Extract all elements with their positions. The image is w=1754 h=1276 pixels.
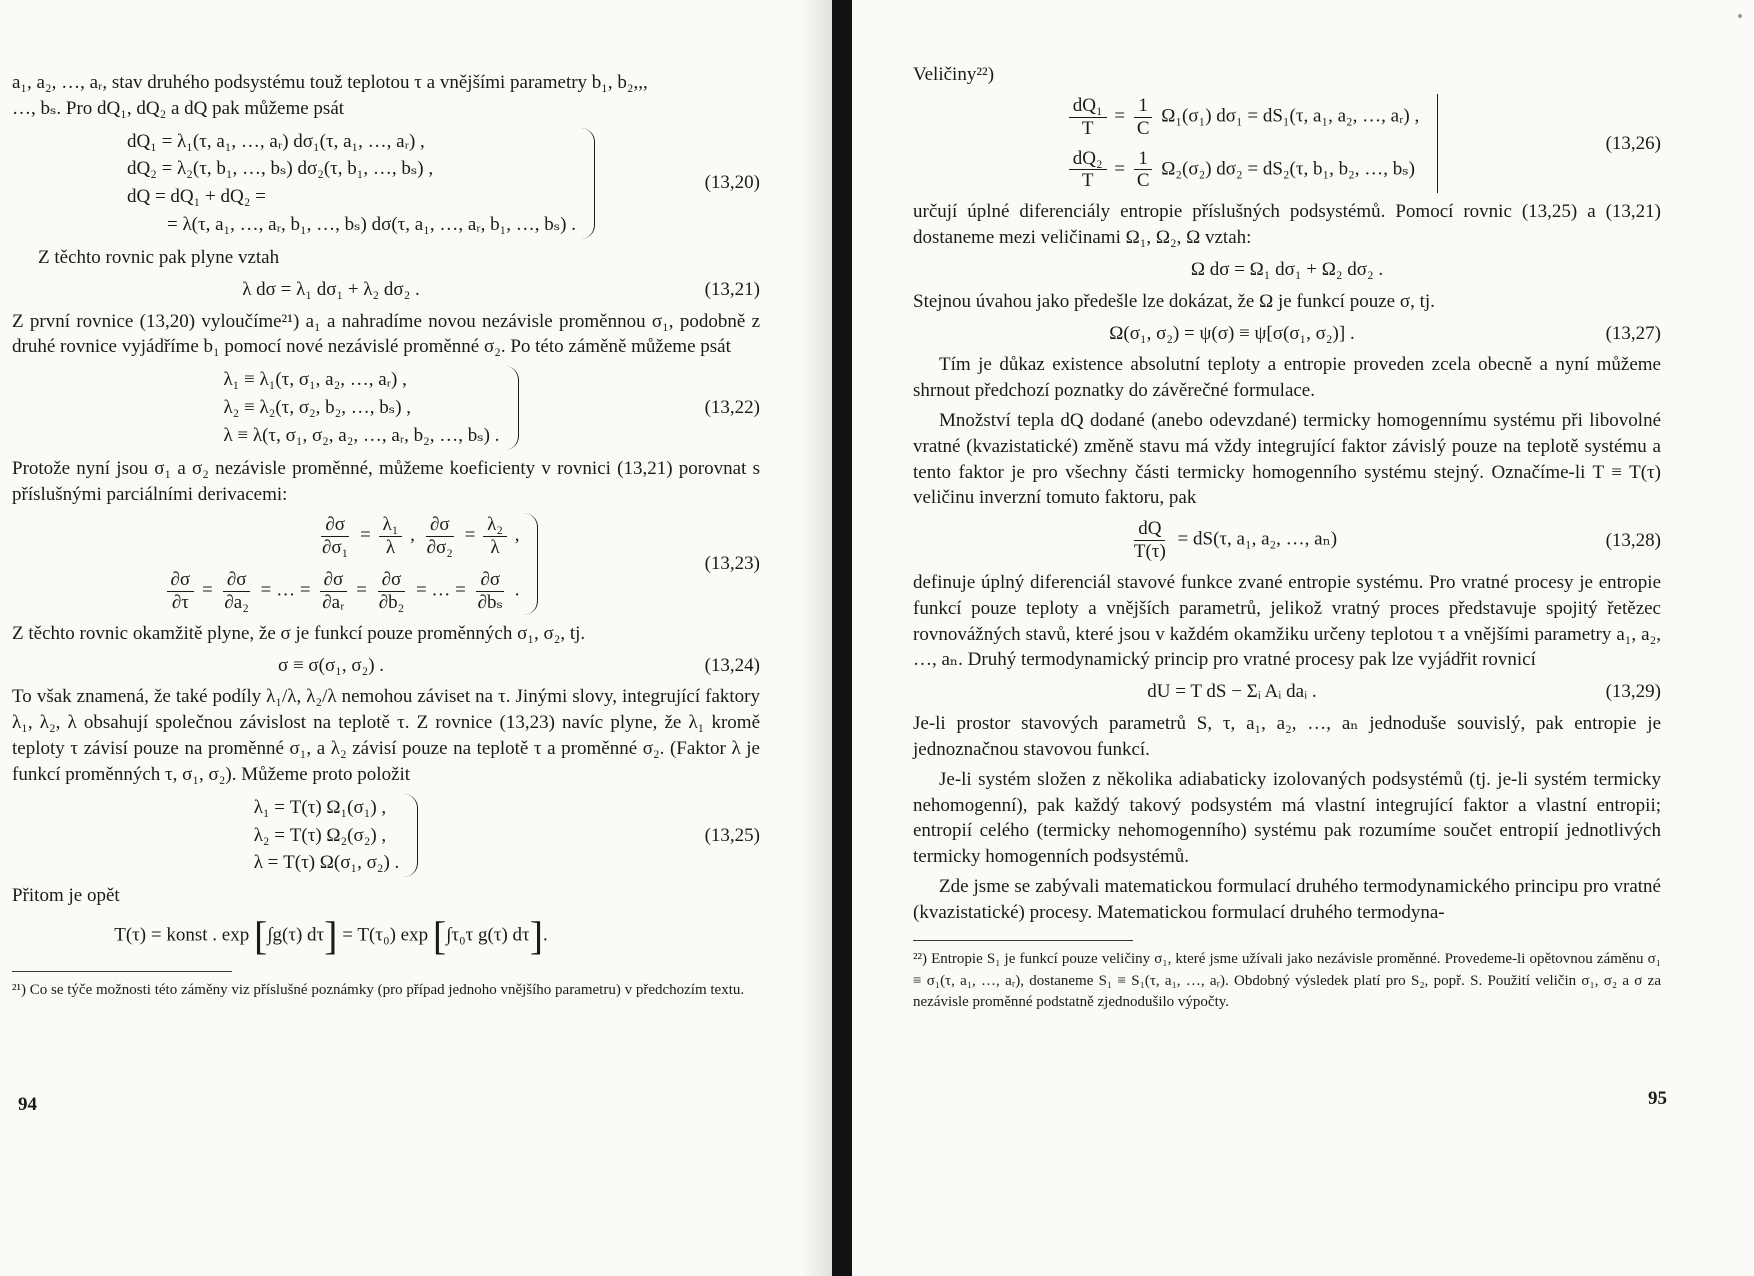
- equation-line: $\frac{dQ}{T(\tau)}$ = dS(τ, a₁, a₂, …, aₙ): [1133, 518, 1338, 563]
- equation-number: (13,26): [1605, 132, 1661, 154]
- equation-system: [254, 794, 419, 877]
- equation-system: [164, 513, 539, 614]
- partial-row-2: $\frac{\partial\sigma}{\partial\tau}$ = $\frac{\partial\sigma}{\text{∂a₂}}$ = … = $\frac{\partial\sigma}{\text{∂aᵣ}}$ = $\frac{\partial\sigma}{\text{∂b₂}}$ = … = $\frac{\partial\sigma}{\text{∂bₛ}}$ .: [164, 568, 520, 615]
- equation-number: (13,29): [1605, 681, 1661, 703]
- fraction: $\frac{\partial\sigma}{\partial\tau}$: [167, 569, 195, 614]
- footnote: ²²) Entropie S₁ je funkcí pouze veličiny σ₁, které jsme užívali jako nezávisle proměnné. Provedeme-li opětovnou záměnu σ₁ ≡ σ₁(τ, a₁, …, aᵣ), dostaneme S₁ ≡ S₁(τ, a₁, …, aᵣ). Obdobný výsledek platí pro S₂, popř. S. Použití veličin σ₁, σ₂ a σ za nezávisle proměnné podstatně zjednodušilo výpočty.: [913, 950, 1661, 1011]
- fraction: $\frac{\partial\sigma}{\text{∂b₂}}$: [378, 569, 405, 613]
- equation-expression: σ ≡ σ(σ₁, σ₂) .: [277, 654, 385, 676]
- paragraph: Přitom je opět: [12, 885, 120, 907]
- paragraph: Je-li prostor stavových parametrů S, τ, a₁, a₂, …, aₙ jednoduše souvislý, pak entropie je jednoznačnou stavovou funkcí.: [913, 713, 1661, 760]
- equation-system: [223, 366, 518, 449]
- equation-temperature: [12, 915, 760, 957]
- paragraph: Z těchto rovnic pak plyne vztah: [38, 246, 280, 268]
- book-gutter: [832, 0, 852, 1276]
- equation-line: $\frac{\text{dQ₂}}{T}$ = $\frac{1}{C}$ Ω₂(σ₂) dσ₂ = dS₂(τ, b₁, b₂, …, bₛ): [1066, 147, 1420, 194]
- equation-13-25: [12, 794, 760, 877]
- equation-line: dQ₁ = λ₁(τ, a₁, …, aᵣ) dσ₁(τ, a₁, …, aᵣ) ,: [126, 130, 425, 152]
- equation-13-21: [12, 277, 760, 303]
- paragraph: To však znamená, že také podíly λ₁/λ, λ₂/λ nemohou záviset na τ. Jinými slovy, integrující faktory λ₁, λ₂, λ obsahují společnou závislost na teplotě τ. Z rovnice (13,23) navíc plyne, že λ₁ kromě teploty τ závisí pouze na proměnné σ₁, a λ₂ závisí pouze na teplotě τ a proměnné σ₂. (Faktor λ je funkcí proměnných τ, σ₁, σ₂). Můžeme proto položit: [12, 686, 760, 785]
- equation-13-29: [913, 679, 1661, 705]
- equation-number: (13,27): [1605, 322, 1661, 344]
- fraction: $\frac{\text{λ₂}}{\lambda}$: [483, 514, 507, 559]
- intro-line: a₁, a₂, …, aᵣ, stav druhého podsystému touž teplotou τ a vnějšími parametry b₁, b₂,,,: [12, 72, 648, 93]
- fraction: $\frac{\partial\sigma}{\text{∂σ₂}}$: [426, 514, 453, 559]
- paragraph: definuje úplný diferenciál stavové funkce zvané entropie systému. Pro vratné procesy je entropie funkcí pouze teploty a vnějších parametrů, jelikož vratný proces představuje spojitý řetězec rovnovážných stavů, které jsou v každém okamžiku určeny teplotou τ a vnějšími parametry a₁, a₂, …, aₙ. Druhý termodynamický princip pro vratné procesy pak lze vyjádřit rovnicí: [913, 572, 1661, 671]
- paragraph: Je-li systém složen z několika adiabaticky izolovaných podsystémů (tj. je-li systém termicky nehomogenní), pak každý takový podsystém má vlastní integrující faktor a vlastní entropii; entropií celého (termicky nehomogenního) systému pak rozumíme součet entropií jednotlivých termicky homogenních podsystémů.: [913, 768, 1661, 868]
- equation-expression: λ dσ = λ₁ dσ₁ + λ₂ dσ₂ .: [242, 278, 420, 300]
- equation-system: [127, 128, 595, 239]
- fraction: $\frac{\partial\sigma}{\text{∂a₂}}$: [224, 569, 249, 613]
- footnote-rule: [913, 940, 1133, 941]
- page-number: 95: [1648, 1088, 1667, 1109]
- partial-row-1: $\frac{\partial\sigma}{\text{∂σ₁}}$ = $\frac{\text{λ₁}}{\lambda}$ , $\frac{\partial\sigma}{\text{∂σ₂}}$ = $\frac{\text{λ₂}}{\lambda}$ ,: [164, 513, 520, 560]
- equation-line: λ₁ = T(τ) Ω₁(σ₁) ,: [253, 796, 387, 818]
- scan-speck: [1738, 14, 1742, 18]
- equation-number: (13,28): [1605, 529, 1661, 551]
- equation-line: $\frac{\text{dQ₁}}{T}$ = $\frac{1}{C}$ Ω₁(σ₁) dσ₁ = dS₁(τ, a₁, a₂, …, aᵣ) ,: [1066, 94, 1420, 141]
- gutter-shadow: [800, 0, 832, 1276]
- equation-line: λ ≡ λ(τ, σ₁, σ₂, a₂, …, aᵣ, b₂, …, bₛ) .: [223, 424, 500, 446]
- paragraph: Protože nyní jsou σ₁ a σ₂ nezávisle proměnné, můžeme koeficienty v rovnici (13,21) porovnat s příslušnými parciálními derivacemi:: [12, 457, 760, 505]
- fraction: $\frac{\partial\sigma}{\text{∂aᵣ}}$: [318, 569, 348, 614]
- equation-number: (13,25): [704, 824, 760, 846]
- equation-number: (13,21): [704, 278, 760, 300]
- equation-expression: Ω dσ = Ω₁ dσ₁ + Ω₂ dσ₂ .: [1190, 258, 1384, 280]
- equation-number: (13,22): [704, 397, 760, 419]
- paragraph: určují úplné diferenciály entropie příslušných podsystémů. Pomocí rovnic (13,25) a (13,21) dostaneme mezi veličinami Ω₁, Ω₂, Ω vztah:: [913, 201, 1661, 249]
- page-number: 94: [18, 1094, 37, 1115]
- equation-expression: Ω(σ₁, σ₂) = ψ(σ) ≡ ψ[σ(σ₁, σ₂)] .: [1109, 322, 1355, 344]
- equation-13-24: [12, 653, 760, 679]
- equation-line: λ₂ ≡ λ₂(τ, σ₂, b₂, …, bₛ) ,: [223, 397, 412, 419]
- equation-number: (13,20): [704, 172, 760, 194]
- equation-omega: [913, 257, 1661, 283]
- equation-line: dQ₂ = λ₂(τ, b₁, …, bₛ) dσ₂(τ, b₁, …, bₛ) ,: [126, 158, 434, 180]
- equation-number: (13,24): [704, 654, 760, 676]
- paragraph: Stejnou úvahou jako předešle lze dokázat, že Ω je funkcí pouze σ, tj.: [913, 290, 1435, 312]
- equation-13-20: [12, 128, 760, 239]
- paragraph: Zde jsme se zabývali matematickou formulací druhého termodynamického principu pro vratné (kvazistatické) procesy. Matematickou formulací druhého termodyna-: [913, 876, 1661, 923]
- equation-line: λ₁ ≡ λ₁(τ, σ₁, a₂, …, aᵣ) ,: [223, 369, 407, 391]
- equation-13-27: [913, 321, 1661, 347]
- equation-system: [1066, 94, 1439, 193]
- equation-line: T(τ) = konst . exp [∫g(τ) dτ] = T(τ₀) exp [∫τ₀τ g(τ) dτ].: [114, 913, 548, 959]
- equation-13-23: [12, 513, 760, 614]
- equation-number: (13,23): [704, 553, 760, 575]
- equation-expression: dU = T dS − Σᵢ Aᵢ daᵢ .: [1147, 681, 1317, 703]
- fraction: $\frac{\partial\sigma}{\text{∂σ₁}}$: [322, 514, 349, 559]
- equation-line: dQ = dQ₁ + dQ₂ =: [126, 186, 266, 208]
- equation-line: = λ(τ, a₁, …, aᵣ, b₁, …, bₛ) dσ(τ, a₁, …, aᵣ, b₁, …, bₛ) .: [166, 214, 576, 236]
- left-column: [12, 70, 760, 1002]
- paragraph: Z první rovnice (13,20) vyloučíme²¹) a₁ a nahradíme novou nezávisle proměnnou σ₁, podobně z druhé rovnice vyjádříme b₁ pomocí nové nezávislé proměnné σ₂. Po této záměně můžeme psát: [12, 310, 760, 358]
- equation-line: λ₂ = T(τ) Ω₂(σ₂) ,: [253, 824, 387, 846]
- equation-13-22: [12, 366, 760, 449]
- heading-line: Veličiny²²): [913, 64, 995, 85]
- fraction: $\frac{\partial\sigma}{\text{∂bₛ}}$: [477, 569, 503, 613]
- footnote-rule: [12, 971, 232, 972]
- equation-13-26: [913, 94, 1661, 193]
- equation-line: λ = T(τ) Ω(σ₁, σ₂) .: [253, 852, 400, 874]
- equation-13-28: [913, 517, 1661, 564]
- footnote: ²¹) Co se týče možnosti této záměny viz příslušné poznámky (pro případ jednoho vnějšího parametru) v předchozím textu.: [12, 982, 745, 999]
- paragraph: Množství tepla dQ dodané (anebo odevzdané) termicky homogennímu systému při libovolné vratné (kvazistatické) změně stavu má vždy integrující faktor závislý pouze na teplotě systému a tento faktor je pro všechny části termicky homogenního systému stejný. Označíme-li T ≡ T(τ) veličinu inverzní tomuto faktoru, pak: [913, 410, 1661, 509]
- intro-line: …, bₛ. Pro dQ₁, dQ₂ a dQ pak můžeme psát: [12, 97, 345, 119]
- right-column: [913, 62, 1661, 1014]
- paragraph: Tím je důkaz existence absolutní teploty a entropie proveden zcela obecně a nyní můžeme shrnout předchozí poznatky do závěrečné formulace.: [913, 354, 1661, 402]
- paragraph: Z těchto rovnic okamžitě plyne, že σ je funkcí pouze proměnných σ₁, σ₂, tj.: [12, 622, 586, 644]
- fraction: $\frac{\text{λ₁}}{\lambda}$: [379, 514, 403, 559]
